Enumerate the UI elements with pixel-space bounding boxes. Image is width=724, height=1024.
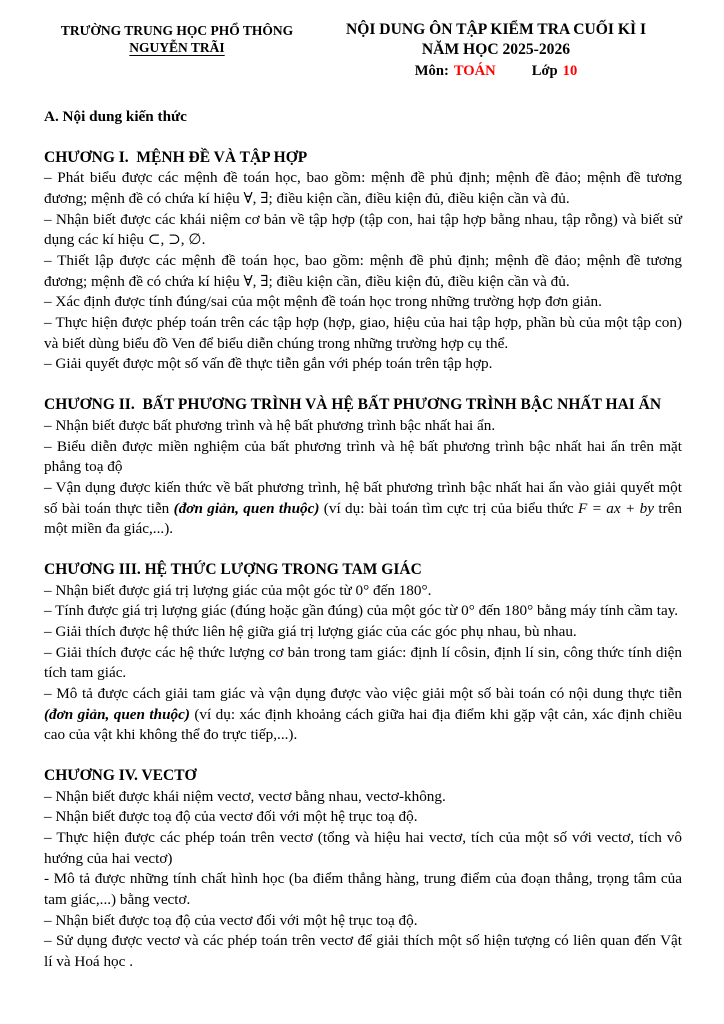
item-text: – Giải thích được các hệ thức lượng cơ bản trong tam giác: định lí côsin, định lí sin, công thức tính diện tích tam giác. <box>44 643 682 682</box>
item-text: - Mô tả được những tính chất hình học (ba điểm thẳng hàng, trung điểm của đoạn thẳng, trọng tâm của tam giác,...) bằng vectơ. <box>44 870 682 909</box>
chapter-item <box>44 313 682 354</box>
chapter-title: CHƯƠNG I. MỆNH ĐỀ VÀ TẬP HỢP <box>44 148 308 166</box>
chapter-item <box>44 807 682 828</box>
chapter-item <box>44 416 682 437</box>
document-title-line1: NỘI DUNG ÔN TẬP KIỂM TRA CUỐI KÌ I <box>345 21 647 38</box>
chapter-title: CHƯƠNG II. BẤT PHƯƠNG TRÌNH VÀ HỆ BẤT PHƯƠNG TRÌNH BẬC NHẤT HAI ẨN <box>44 396 662 414</box>
chapter-item <box>44 869 682 910</box>
item-text: – Giải thích được hệ thức liên hệ giữa giá trị lượng giác của các góc phụ nhau, bù nhau. <box>44 622 577 640</box>
chapter-item <box>44 354 682 375</box>
item-text: – Nhận biết được toạ độ của vectơ đối với một hệ trục toạ độ. <box>44 911 418 929</box>
item-text: – Phát biểu được các mệnh đề toán học, bao gồm: mệnh đề phủ định; mệnh đề đảo; mệnh đề tương đương; mệnh đề có chứa kí hiệu ∀, ∃; điều kiện cần, điều kiện đủ, điều kiện cần và đủ. <box>44 169 682 208</box>
item-text: – Sử dụng được vectơ và các phép toán trên vectơ để giải thích một số hiện tượng có liên quan đến Vật lí và Hoá học . <box>44 932 682 971</box>
item-text: – Vận dụng được kiến thức về bất phương trình, hệ bất phương trình bậc nhất hai ẩn vào giải quyết một số bài toán thực tiễn <box>44 478 682 517</box>
item-text: – Nhận biết được bất phương trình và hệ bất phương trình bậc nhất hai ẩn. <box>44 416 496 434</box>
school-block <box>44 20 310 57</box>
item-text: – Biểu diễn được miền nghiệm của bất phương trình và hệ bất phương trình bậc nhất hai ẩn trên mặt phẳng toạ độ <box>44 437 682 476</box>
item-text: (ví dụ: bài toán tìm cực trị của biểu thức <box>319 499 579 517</box>
emphasis-italic: F = ax + by <box>578 499 654 517</box>
chapter-item <box>44 684 682 746</box>
chapter-item <box>44 581 682 602</box>
chapter-item <box>44 828 682 869</box>
subject-label: Môn: <box>414 62 449 79</box>
chapters-container <box>44 148 682 973</box>
item-text: – Nhận biết được giá trị lượng giác của một góc từ 0° đến 180°. <box>44 581 432 599</box>
grade-value: 10 <box>562 62 578 79</box>
item-text: – Nhận biết được toạ độ của vectơ đối với một hệ trục toạ độ. <box>44 808 418 826</box>
item-text: (ví dụ: xác định khoảng cách giữa hai địa điểm khi gặp vật cản, xác định chiều cao của vật khi không thể đo trực tiếp,...). <box>44 705 682 744</box>
chapter-item <box>44 168 682 209</box>
subject-value: TOÁN <box>453 62 496 79</box>
chapter-item <box>44 931 682 972</box>
document-title-line2: NĂM HỌC 2025-2026 <box>421 40 571 58</box>
item-text: – Thực hiện được các phép toán trên vectơ (tổng và hiệu hai vectơ, tích của một số với vectơ, tích vô hướng của hai vectơ) <box>44 829 682 867</box>
item-text: – Giải quyết được một số vấn đề thực tiễn gắn với phép toán trên tập hợp. <box>44 355 493 373</box>
item-text: – Mô tả được cách giải tam giác và vận dụng được vào việc giải một số bài toán có nội dung thực tiễn <box>44 684 682 702</box>
item-text: – Thiết lập được các mệnh đề toán học, bao gồm: mệnh đề phủ định; mệnh đề đảo; mệnh đề tương đương; mệnh đề có chứa kí hiệu ∀, ∃; điều kiện cần, điều kiện đủ, điều kiện cần và đủ. <box>44 252 682 290</box>
school-name-line2: NGUYỄN TRÃI <box>129 40 225 56</box>
chapter-item <box>44 911 682 932</box>
section-a-title: A. Nội dung kiến thức <box>44 107 187 125</box>
document-header <box>44 20 682 80</box>
chapter-item <box>44 622 682 643</box>
item-text: – Nhận biết được khái niệm vectơ, vectơ bằng nhau, vectơ-không. <box>44 787 446 805</box>
chapter-item <box>44 437 682 478</box>
item-text: – Nhận biết được các khái niệm cơ bản về tập hợp (tập con, hai tập hợp bằng nhau, tập rỗng) và biết sử dụng các kí hiệu ⊂, ⊃, ∅. <box>44 210 682 249</box>
emphasis-bold-italic: (đơn giản, quen thuộc) <box>44 705 190 723</box>
item-text: – Tính được giá trị lượng giác (đúng hoặc gần đúng) của một góc từ 0° đến 180° bằng máy tính cầm tay. <box>44 602 679 620</box>
chapter-title: CHƯƠNG III. HỆ THỨC LƯỢNG TRONG TAM GIÁC <box>44 560 422 578</box>
item-text: trên một miền đa giác,...). <box>44 499 682 538</box>
chapter-item <box>44 251 682 292</box>
chapter-title: CHƯƠNG IV. VECTƠ <box>44 767 197 784</box>
subject-grade-line <box>310 63 682 80</box>
grade-label: Lớp <box>531 62 558 79</box>
chapter-item <box>44 787 682 808</box>
chapter-item <box>44 478 682 540</box>
chapter-item <box>44 601 682 622</box>
chapter-item <box>44 292 682 313</box>
chapter-item <box>44 643 682 684</box>
school-name-line1: TRƯỜNG TRUNG HỌC PHỔ THÔNG <box>60 23 294 38</box>
item-text: – Xác định được tính đúng/sai của một mệnh đề toán học trong những trường hợp đơn giản. <box>44 293 602 311</box>
item-text: – Thực hiện được phép toán trên các tập hợp (hợp, giao, hiệu của hai tập hợp, phần bù của một tập con) và biết dùng biểu đồ Ven để biểu diễn chúng trong những trường hợp cụ thể. <box>44 314 682 352</box>
emphasis-bold-italic: (đơn giản, quen thuộc) <box>173 499 320 517</box>
chapter-item <box>44 210 682 251</box>
title-block <box>310 20 682 80</box>
